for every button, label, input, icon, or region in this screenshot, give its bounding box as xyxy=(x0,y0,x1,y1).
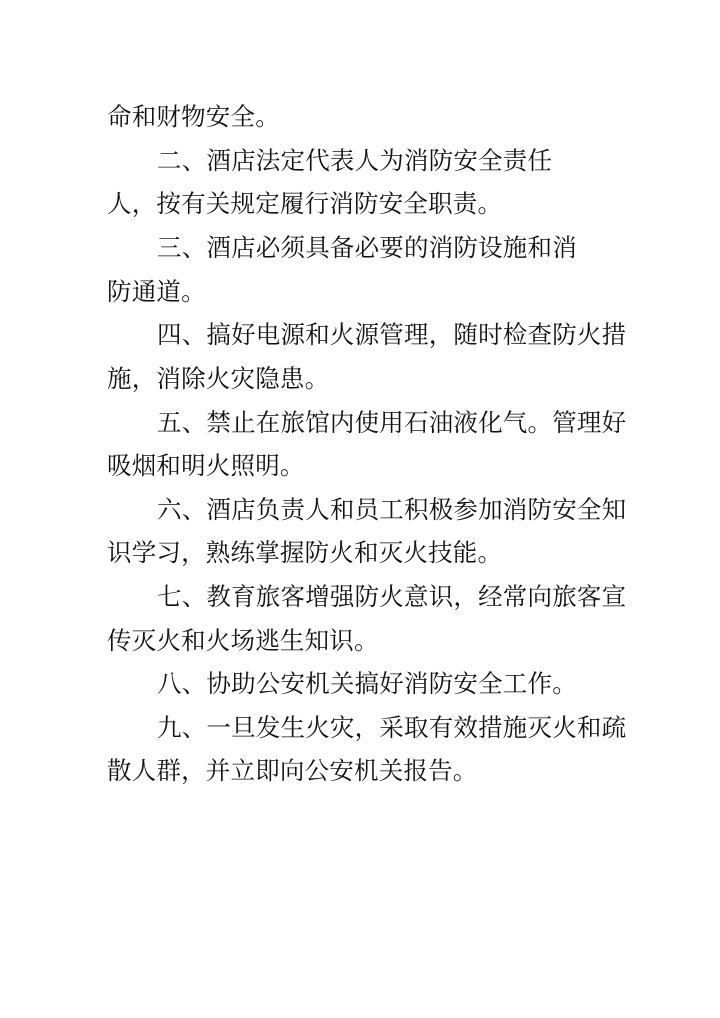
text-line: 散人群，并立即向公安机关报告。 xyxy=(107,756,478,785)
text-line: 五、禁止在旅馆内使用石油液化气。管理好 xyxy=(157,408,627,437)
text-line: 吸烟和明火照明。 xyxy=(107,451,305,480)
text-line: 人，按有关规定履行消防安全职责。 xyxy=(107,189,503,218)
text-line: 七、教育旅客增强防火意识，经常向旅客宣 xyxy=(157,582,627,611)
text-line: 四、搞好电源和火源管理，随时检查防火措 xyxy=(157,320,627,349)
text-line: 传灭火和火场逃生知识。 xyxy=(107,626,379,655)
text-line: 二、酒店法定代表人为消防安全责任 xyxy=(157,146,553,175)
text-line: 识学习，熟练掌握防火和灭火技能。 xyxy=(107,538,503,567)
text-line: 六、酒店负责人和员工积极参加消防安全知 xyxy=(157,495,627,524)
text-line: 防通道。 xyxy=(107,277,206,306)
text-line: 命和财物安全。 xyxy=(107,102,280,131)
text-line: 三、酒店必须具备必要的消防设施和消 xyxy=(157,233,577,262)
text-line: 八、协助公安机关搞好消防安全工作。 xyxy=(157,669,577,698)
text-line: 九、一旦发生火灾，采取有效措施灭火和疏 xyxy=(157,713,627,742)
text-line: 施，消除火灾隐患。 xyxy=(107,364,330,393)
